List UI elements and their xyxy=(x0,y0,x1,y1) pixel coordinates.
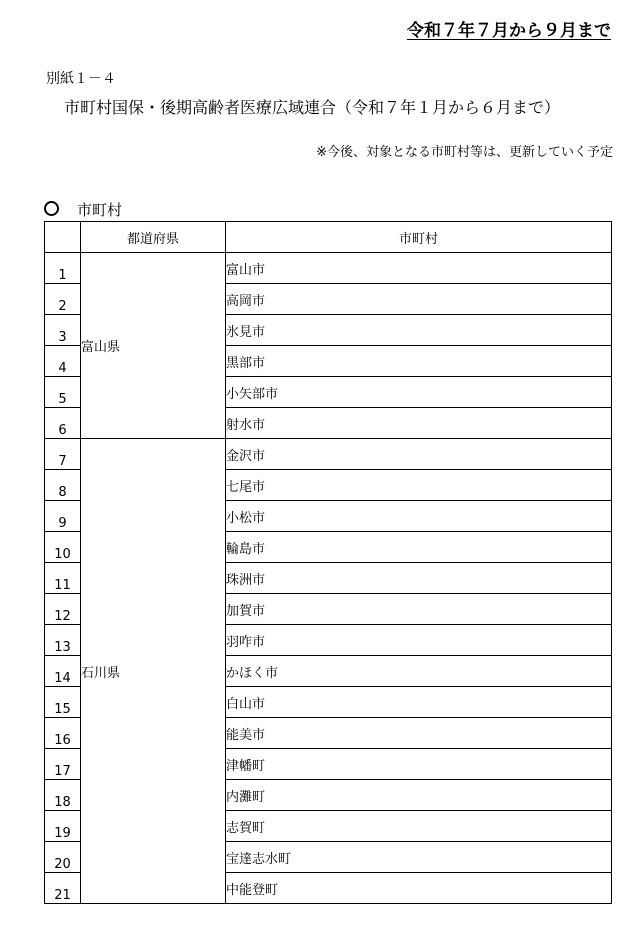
row-number: 15 xyxy=(45,687,81,718)
municipality-cell: 小矢部市 xyxy=(226,377,612,408)
row-number: 18 xyxy=(45,780,81,811)
municipality-cell: 七尾市 xyxy=(226,470,612,501)
document-subtitle: 市町村国保・後期高齢者医療広域連合（令和７年１月から６月まで） xyxy=(64,98,561,117)
attachment-number: 別紙１－４ xyxy=(46,71,116,87)
municipality-cell: 黒部市 xyxy=(226,346,612,377)
municipality-cell: 金沢市 xyxy=(226,439,612,470)
municipality-cell: 輪島市 xyxy=(226,532,612,563)
row-number: 20 xyxy=(45,842,81,873)
row-number: 21 xyxy=(45,873,81,904)
prefecture-cell: 石川県 xyxy=(81,439,226,904)
municipality-cell: 珠洲市 xyxy=(226,563,612,594)
municipality-cell: 高岡市 xyxy=(226,284,612,315)
row-number: 14 xyxy=(45,656,81,687)
header-prefecture: 都道府県 xyxy=(81,222,226,253)
municipality-cell: 氷見市 xyxy=(226,315,612,346)
row-number: 16 xyxy=(45,718,81,749)
header-number xyxy=(45,222,81,253)
municipality-cell: 宝達志水町 xyxy=(226,842,612,873)
section-heading xyxy=(44,199,122,220)
municipality-cell: 羽咋市 xyxy=(226,625,612,656)
table-row xyxy=(45,253,612,284)
municipality-cell: 富山市 xyxy=(226,253,612,284)
municipality-cell: かほく市 xyxy=(226,656,612,687)
prefecture-cell: 富山県 xyxy=(81,253,226,439)
row-number: 7 xyxy=(45,439,81,470)
row-number: 5 xyxy=(45,377,81,408)
row-number: 9 xyxy=(45,501,81,532)
row-number: 19 xyxy=(45,811,81,842)
row-number: 12 xyxy=(45,594,81,625)
circle-icon xyxy=(44,201,59,216)
row-number: 17 xyxy=(45,749,81,780)
municipality-cell: 志賀町 xyxy=(226,811,612,842)
municipality-cell: 射水市 xyxy=(226,408,612,439)
table-body xyxy=(45,253,612,904)
row-number: 1 xyxy=(45,253,81,284)
period-label: 令和７年７月から９月まで xyxy=(407,21,611,41)
section-title: 市町村 xyxy=(77,201,123,219)
municipality-cell: 津幡町 xyxy=(226,749,612,780)
table-header-row xyxy=(45,222,612,253)
table-row xyxy=(45,439,612,470)
row-number: 11 xyxy=(45,563,81,594)
municipality-cell: 加賀市 xyxy=(226,594,612,625)
municipality-cell: 内灘町 xyxy=(226,780,612,811)
row-number: 10 xyxy=(45,532,81,563)
municipality-table xyxy=(44,221,612,904)
row-number: 4 xyxy=(45,346,81,377)
header-municipality: 市町村 xyxy=(226,222,612,253)
row-number: 13 xyxy=(45,625,81,656)
row-number: 3 xyxy=(45,315,81,346)
municipality-cell: 白山市 xyxy=(226,687,612,718)
municipality-cell: 小松市 xyxy=(226,501,612,532)
row-number: 6 xyxy=(45,408,81,439)
row-number: 2 xyxy=(45,284,81,315)
row-number: 8 xyxy=(45,470,81,501)
municipality-cell: 能美市 xyxy=(226,718,612,749)
update-note: ※今後、対象となる市町村等は、更新していく予定 xyxy=(316,145,613,160)
municipality-cell: 中能登町 xyxy=(226,873,612,904)
